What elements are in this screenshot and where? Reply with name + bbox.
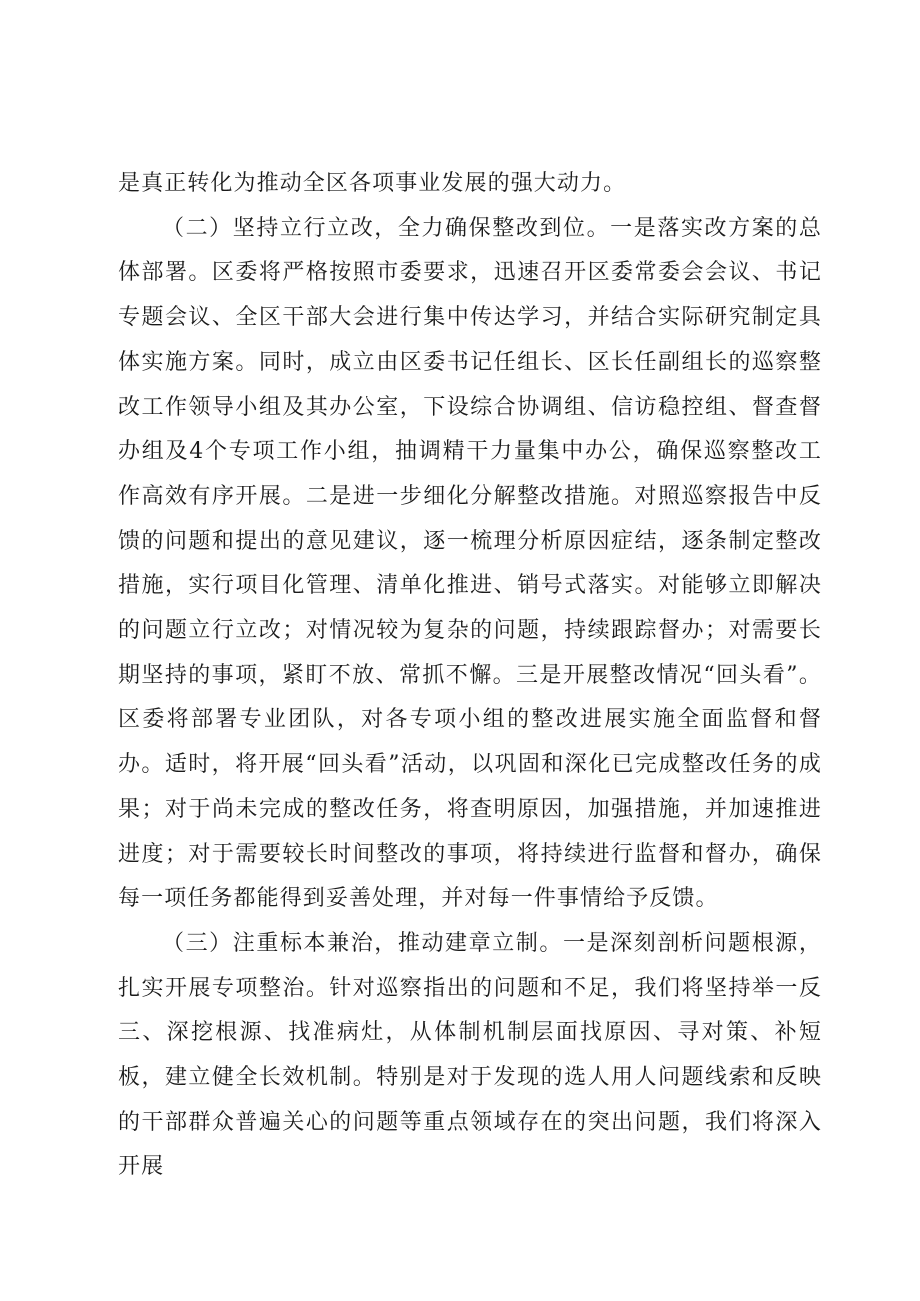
document-body [118, 162, 822, 1190]
paragraph-section-three: （三）注重标本兼治，推动建章立制。一是深刻剖析问题根源，扎实开展专项整治。针对巡察指出的问题和不足，我们将坚持举一反三、深挖根源、找准病灶，从体制机制层面找原因、寻对策、补短板，建立健全长效机制。特别是对于发现的选人用人问题线索和反映的干部群众普遍关心的问题等重点领域存在的突出问题，我们将深入开展 [118, 930, 822, 1180]
paragraph-continuation: 是真正转化为推动全区各项事业发展的强大动力。 [118, 171, 627, 196]
paragraph-section-two: （二）坚持立行立改，全力确保整改到位。一是落实改方案的总体部署。区委将严格按照市委要求，迅速召开区委常委会会议、书记专题会议、全区干部大会进行集中传达学习，并结合实际研究制定具体实施方案。同时，成立由区委书记任组长、区长任副组长的巡察整改工作领导小组及其办公室，下设综合协调组、信访稳控组、督查督办组及4个专项工作小组，抽调精干力量集中办公，确保巡察整改工作高效有序开展。二是进一步细化分解整改措施。对照巡察报告中反馈的问题和提出的意见建议，逐一梳理分析原因症结，逐条制定整改措施，实行项目化管理、清单化推进、销号式落实。对能够立即解决的问题立行立改；对情况较为复杂的问题，持续跟踪督办；对需要长期坚持的事项，紧盯不放、常抓不懈。三是开展整改情况“回头看”。区委将部署专业团队，对各专项小组的整改进展实施全面监督和督办。适时，将开展“回头看”活动，以巩固和深化已完成整改任务的成果；对于尚未完成的整改任务，将查明原因，加强措施，并加速推进进度；对于需要较长时间整改的事项，将持续进行监督和督办，确保每一项任务都能得到妥善处理，并对每一件事情给予反馈。 [118, 215, 822, 912]
